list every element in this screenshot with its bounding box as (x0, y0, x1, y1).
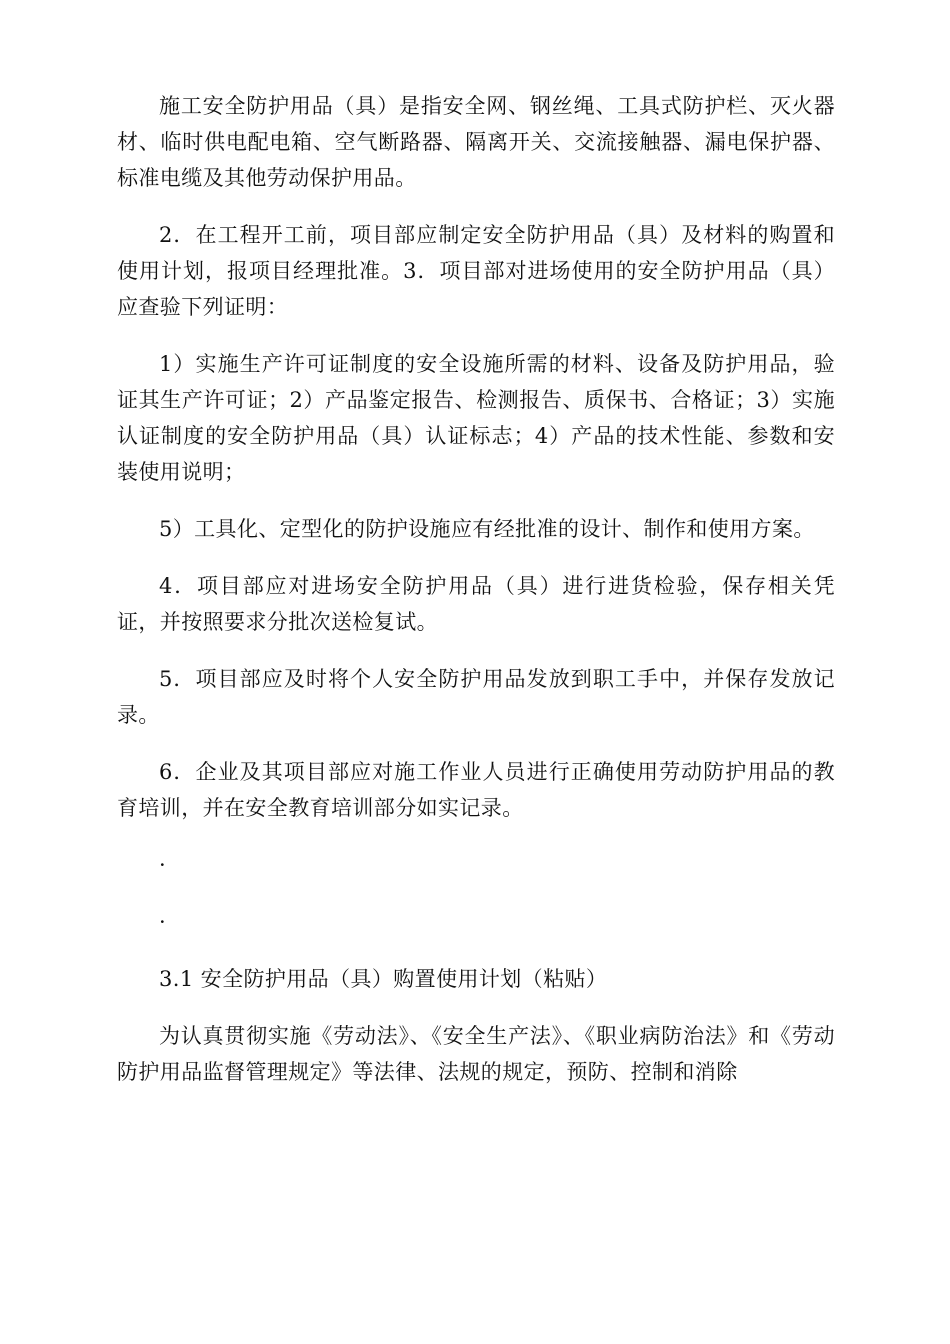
paragraph-item-5: 5．项目部应及时将个人安全防护用品发放到职工手中，并保存发放记录。 (117, 667, 835, 727)
paragraph-item-4: 4．项目部应对进场安全防护用品（具）进行进货检验，保存相关凭证，并按照要求分批次送检复试。 (117, 574, 835, 634)
paragraph-item-5-sub: 5）工具化、定型化的防护设施应有经批准的设计、制作和使用方案。 (159, 517, 815, 541)
paragraph-plan-intro: 为认真贯彻实施《劳动法》、《安全生产法》、《职业病防治法》和《劳动防护用品监督管理规定》等法律、法规的规定，预防、控制和消除 (117, 1024, 835, 1084)
paragraph-item-2-3: 2．在工程开工前，项目部应制定安全防护用品（具）及材料的购置和使用计划，报项目经理批准。3．项目部对进场使用的安全防护用品（具）应查验下列证明： (117, 223, 835, 319)
paragraph-definition: 施工安全防护用品（具）是指安全网、钢丝绳、工具式防护栏、灭火器材、临时供电配电箱、空气断路器、隔离开关、交流接触器、漏电保护器、标准电缆及其他劳动保护用品。 (117, 94, 835, 190)
paragraph-item-6: 6．企业及其项目部应对施工作业人员进行正确使用劳动防护用品的教育培训，并在安全教育培训部分如实记录。 (117, 760, 835, 820)
separator-dot: · (159, 853, 166, 877)
paragraph-certificates-list: 1）实施生产许可证制度的安全设施所需的材料、设备及防护用品，验证其生产许可证；2）产品鉴定报告、检测报告、质保书、合格证；3）实施认证制度的安全防护用品（具）认证标志；4）产品的技术性能、参数和安装使用说明； (117, 352, 835, 484)
document-body (117, 88, 835, 1111)
separator-dot: · (159, 910, 166, 934)
section-heading: 3.1 安全防护用品（具）购置使用计划（粘贴） (159, 967, 608, 991)
